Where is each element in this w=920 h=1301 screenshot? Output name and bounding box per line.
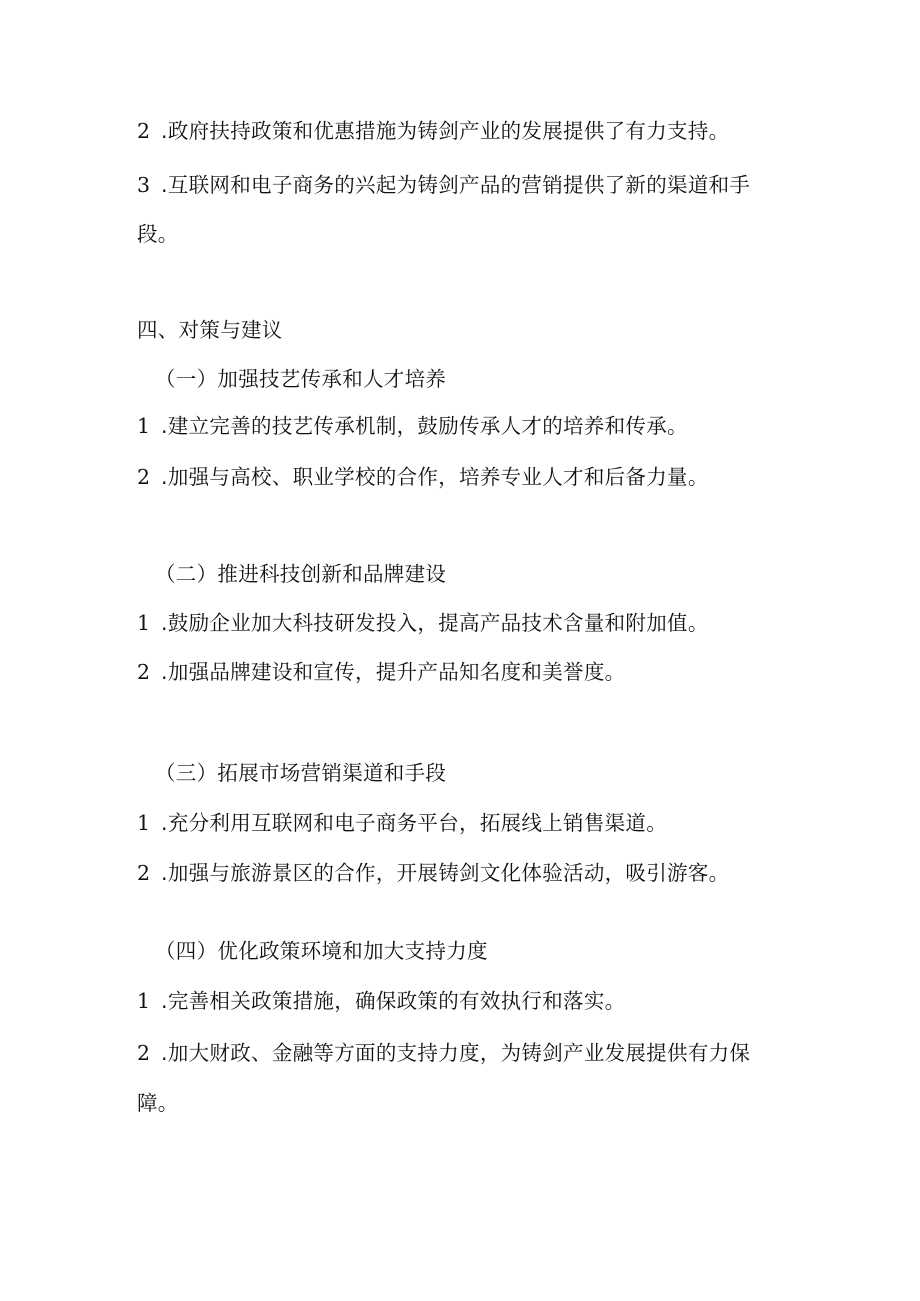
list-item-continuation: 障。	[137, 1091, 179, 1115]
subsection-heading: （二）推进科技创新和品牌建设	[155, 562, 447, 586]
subsection-heading: （四）优化政策环境和加大支持力度	[155, 939, 488, 963]
list-item: 1 .充分利用互联网和电子商务平台，拓展线上销售渠道。	[137, 811, 668, 835]
list-item: 1 .建立完善的技艺传承机制，鼓励传承人才的培养和传承。	[137, 414, 688, 438]
list-item: 2 .加强与旅游景区的合作，开展铸剑文化体验活动，吸引游客。	[137, 861, 730, 885]
subsection-heading: （一）加强技艺传承和人才培养	[155, 367, 447, 391]
list-item: 1 .完善相关政策措施，确保政策的有效执行和落实。	[137, 989, 626, 1013]
list-item: 2 .加大财政、金融等方面的支持力度，为铸剑产业发展提供有力保	[137, 1041, 751, 1065]
list-item: 1 .鼓励企业加大科技研发投入，提高产品技术含量和附加值。	[137, 611, 709, 635]
list-item: 3 .互联网和电子商务的兴起为铸剑产品的营销提供了新的渠道和手	[137, 173, 751, 197]
list-item: 2 .加强品牌建设和宣传，提升产品知名度和美誉度。	[137, 660, 626, 684]
list-item: 2 .政府扶持政策和优惠措施为铸剑产业的发展提供了有力支持。	[137, 119, 730, 143]
list-item: 2 .加强与高校、职业学校的合作，培养专业人才和后备力量。	[137, 465, 709, 489]
section-heading: 四、对策与建议	[137, 318, 283, 342]
subsection-heading: （三）拓展市场营销渠道和手段	[155, 761, 447, 785]
list-item-continuation: 段。	[137, 222, 179, 246]
